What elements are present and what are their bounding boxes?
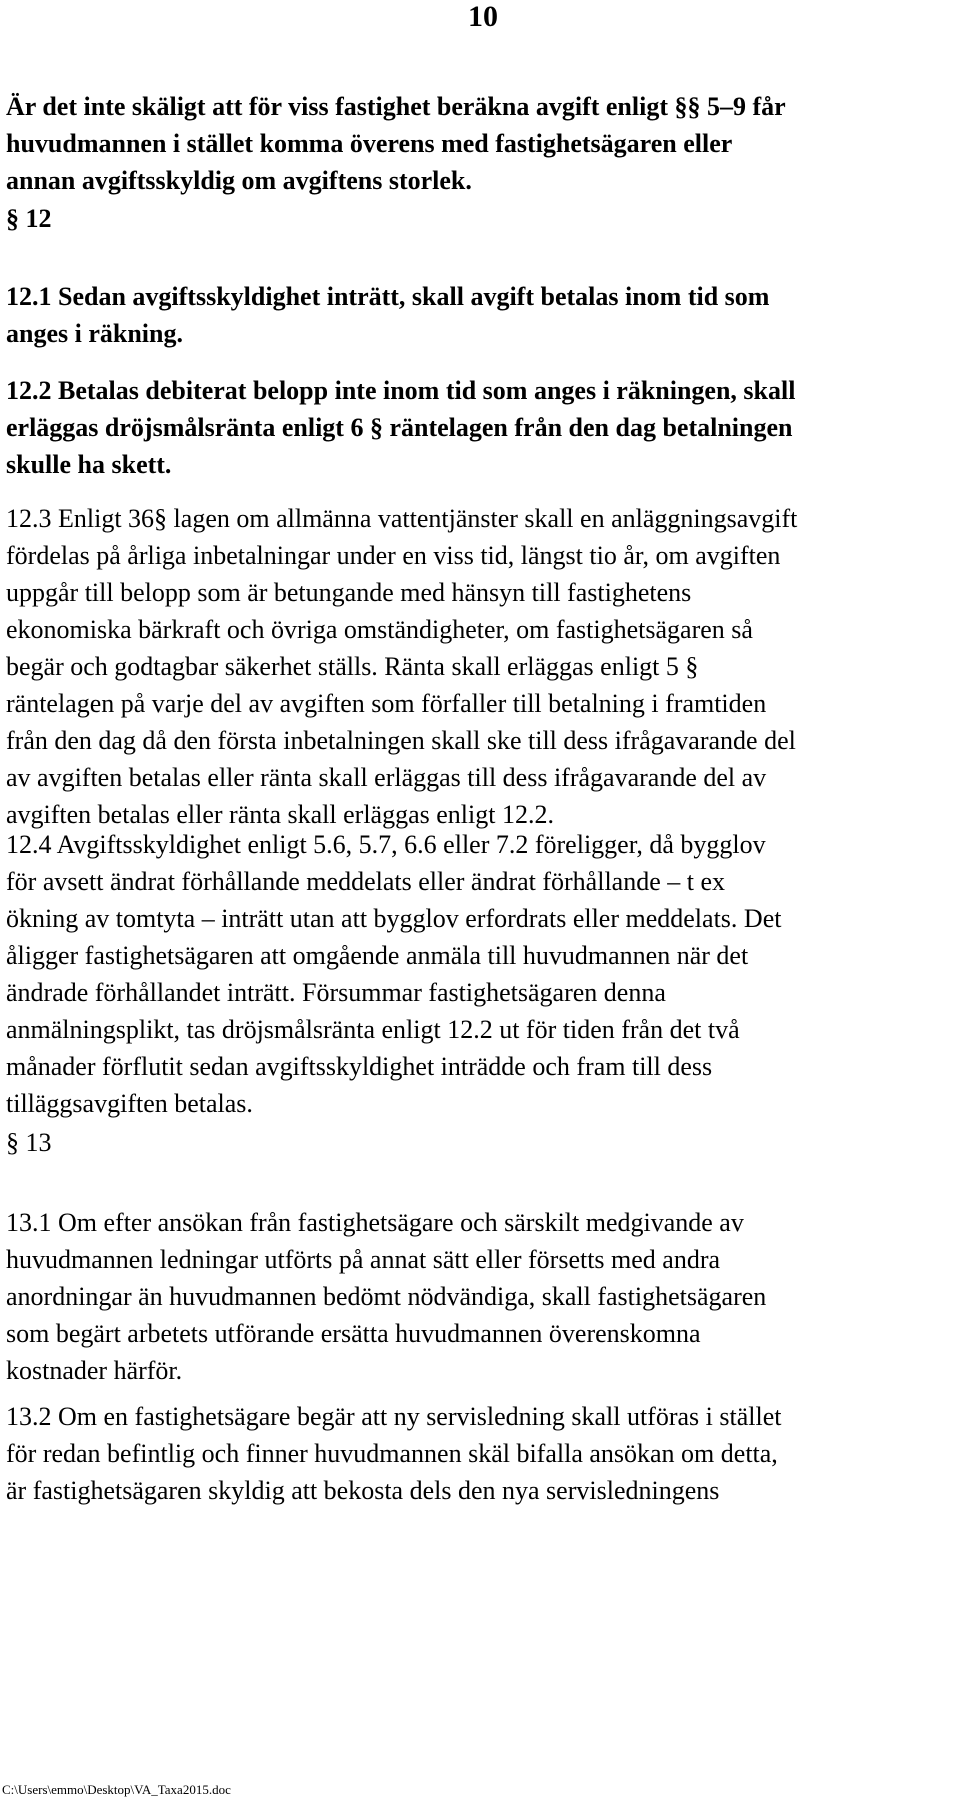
text-line: huvudmannen i stället komma överens med fastighetsägaren eller [6,129,733,158]
paragraph-12-4 [6,826,958,1122]
intro-paragraph [6,88,958,199]
section-13-heading: § 13 [6,1128,52,1157]
paragraph-12-3 [6,500,958,833]
text-line: från den dag då den första inbetalningen skall ske till dess ifrågavarande del [6,726,796,755]
text-line: för avsett ändrat förhållande meddelats eller ändrat förhållande – t ex [6,867,726,896]
text-line: ekonomiska bärkraft och övriga omständigheter, om fastighetsägaren så [6,615,753,644]
text-line: Är det inte skäligt att för viss fastighet beräkna avgift enligt §§ 5–9 får [6,92,786,121]
text-line: av avgiften betalas eller ränta skall erläggas till dess ifrågavarande del av [6,763,767,792]
text-line: som begärt arbetets utförande ersätta huvudmannen överenskomna [6,1319,701,1348]
text-line: annan avgiftsskyldig om avgiftens storlek. [6,166,472,195]
text-line: ökning av tomtyta – inträtt utan att bygglov erfordrats eller meddelats. Det [6,904,782,933]
paragraph-13-1 [6,1204,958,1389]
text-line: för redan befintlig och finner huvudmannen skäl bifalla ansökan om detta, [6,1439,778,1468]
text-line: 12.3 Enligt 36§ lagen om allmänna vattentjänster skall en anläggningsavgift [6,504,798,533]
text-line: ändrade förhållandet inträtt. Försummar fastighetsägaren denna [6,978,666,1007]
page-number: 10 [468,0,498,33]
text-line: tilläggsavgiften betalas. [6,1089,253,1118]
text-line: skulle ha skett. [6,450,172,479]
text-line: räntelagen på varje del av avgiften som förfaller till betalning i framtiden [6,689,767,718]
text-line: anmälningsplikt, tas dröjsmålsränta enligt 12.2 ut för tiden från det två [6,1015,740,1044]
text-line: anges i räkning. [6,319,183,348]
paragraph-12-1 [6,278,958,352]
text-line: huvudmannen ledningar utförts på annat sätt eller försetts med andra [6,1245,721,1274]
text-line: begär och godtagbar säkerhet ställs. Ränta skall erläggas enligt 5 § [6,652,699,681]
text-line: 12.1 Sedan avgiftsskyldighet inträtt, skall avgift betalas inom tid som [6,282,770,311]
text-line: uppgår till belopp som är betungande med hänsyn till fastighetens [6,578,692,607]
paragraph-13-2 [6,1398,958,1509]
text-line: 12.2 Betalas debiterat belopp inte inom tid som anges i räkningen, skall [6,376,796,405]
text-line: är fastighetsägaren skyldig att bekosta dels den nya servisledningens [6,1476,720,1505]
text-line: kostnader härför. [6,1356,183,1385]
text-line: månader förflutit sedan avgiftsskyldighet inträdde och fram till dess [6,1052,713,1081]
footer-file-path: C:\Users\emmo\Desktop\VA_Taxa2015.doc [2,1782,231,1797]
text-line: fördelas på årliga inbetalningar under en viss tid, längst tio år, om avgiften [6,541,781,570]
text-line: avgiften betalas eller ränta skall erläggas enligt 12.2. [6,800,554,829]
section-12-heading: § 12 [6,204,52,233]
text-line: åligger fastighetsägaren att omgående anmäla till huvudmannen när det [6,941,749,970]
text-line: 13.1 Om efter ansökan från fastighetsägare och särskilt medgivande av [6,1208,744,1237]
text-line: 12.4 Avgiftsskyldighet enligt 5.6, 5.7, 6.6 eller 7.2 föreligger, då bygglov [6,830,766,859]
text-line: erläggas dröjsmålsränta enligt 6 § räntelagen från den dag betalningen [6,413,793,442]
text-line: 13.2 Om en fastighetsägare begär att ny servisledning skall utföras i stället [6,1402,782,1431]
paragraph-12-2 [6,372,958,483]
text-line: anordningar än huvudmannen bedömt nödvändiga, skall fastighetsägaren [6,1282,767,1311]
